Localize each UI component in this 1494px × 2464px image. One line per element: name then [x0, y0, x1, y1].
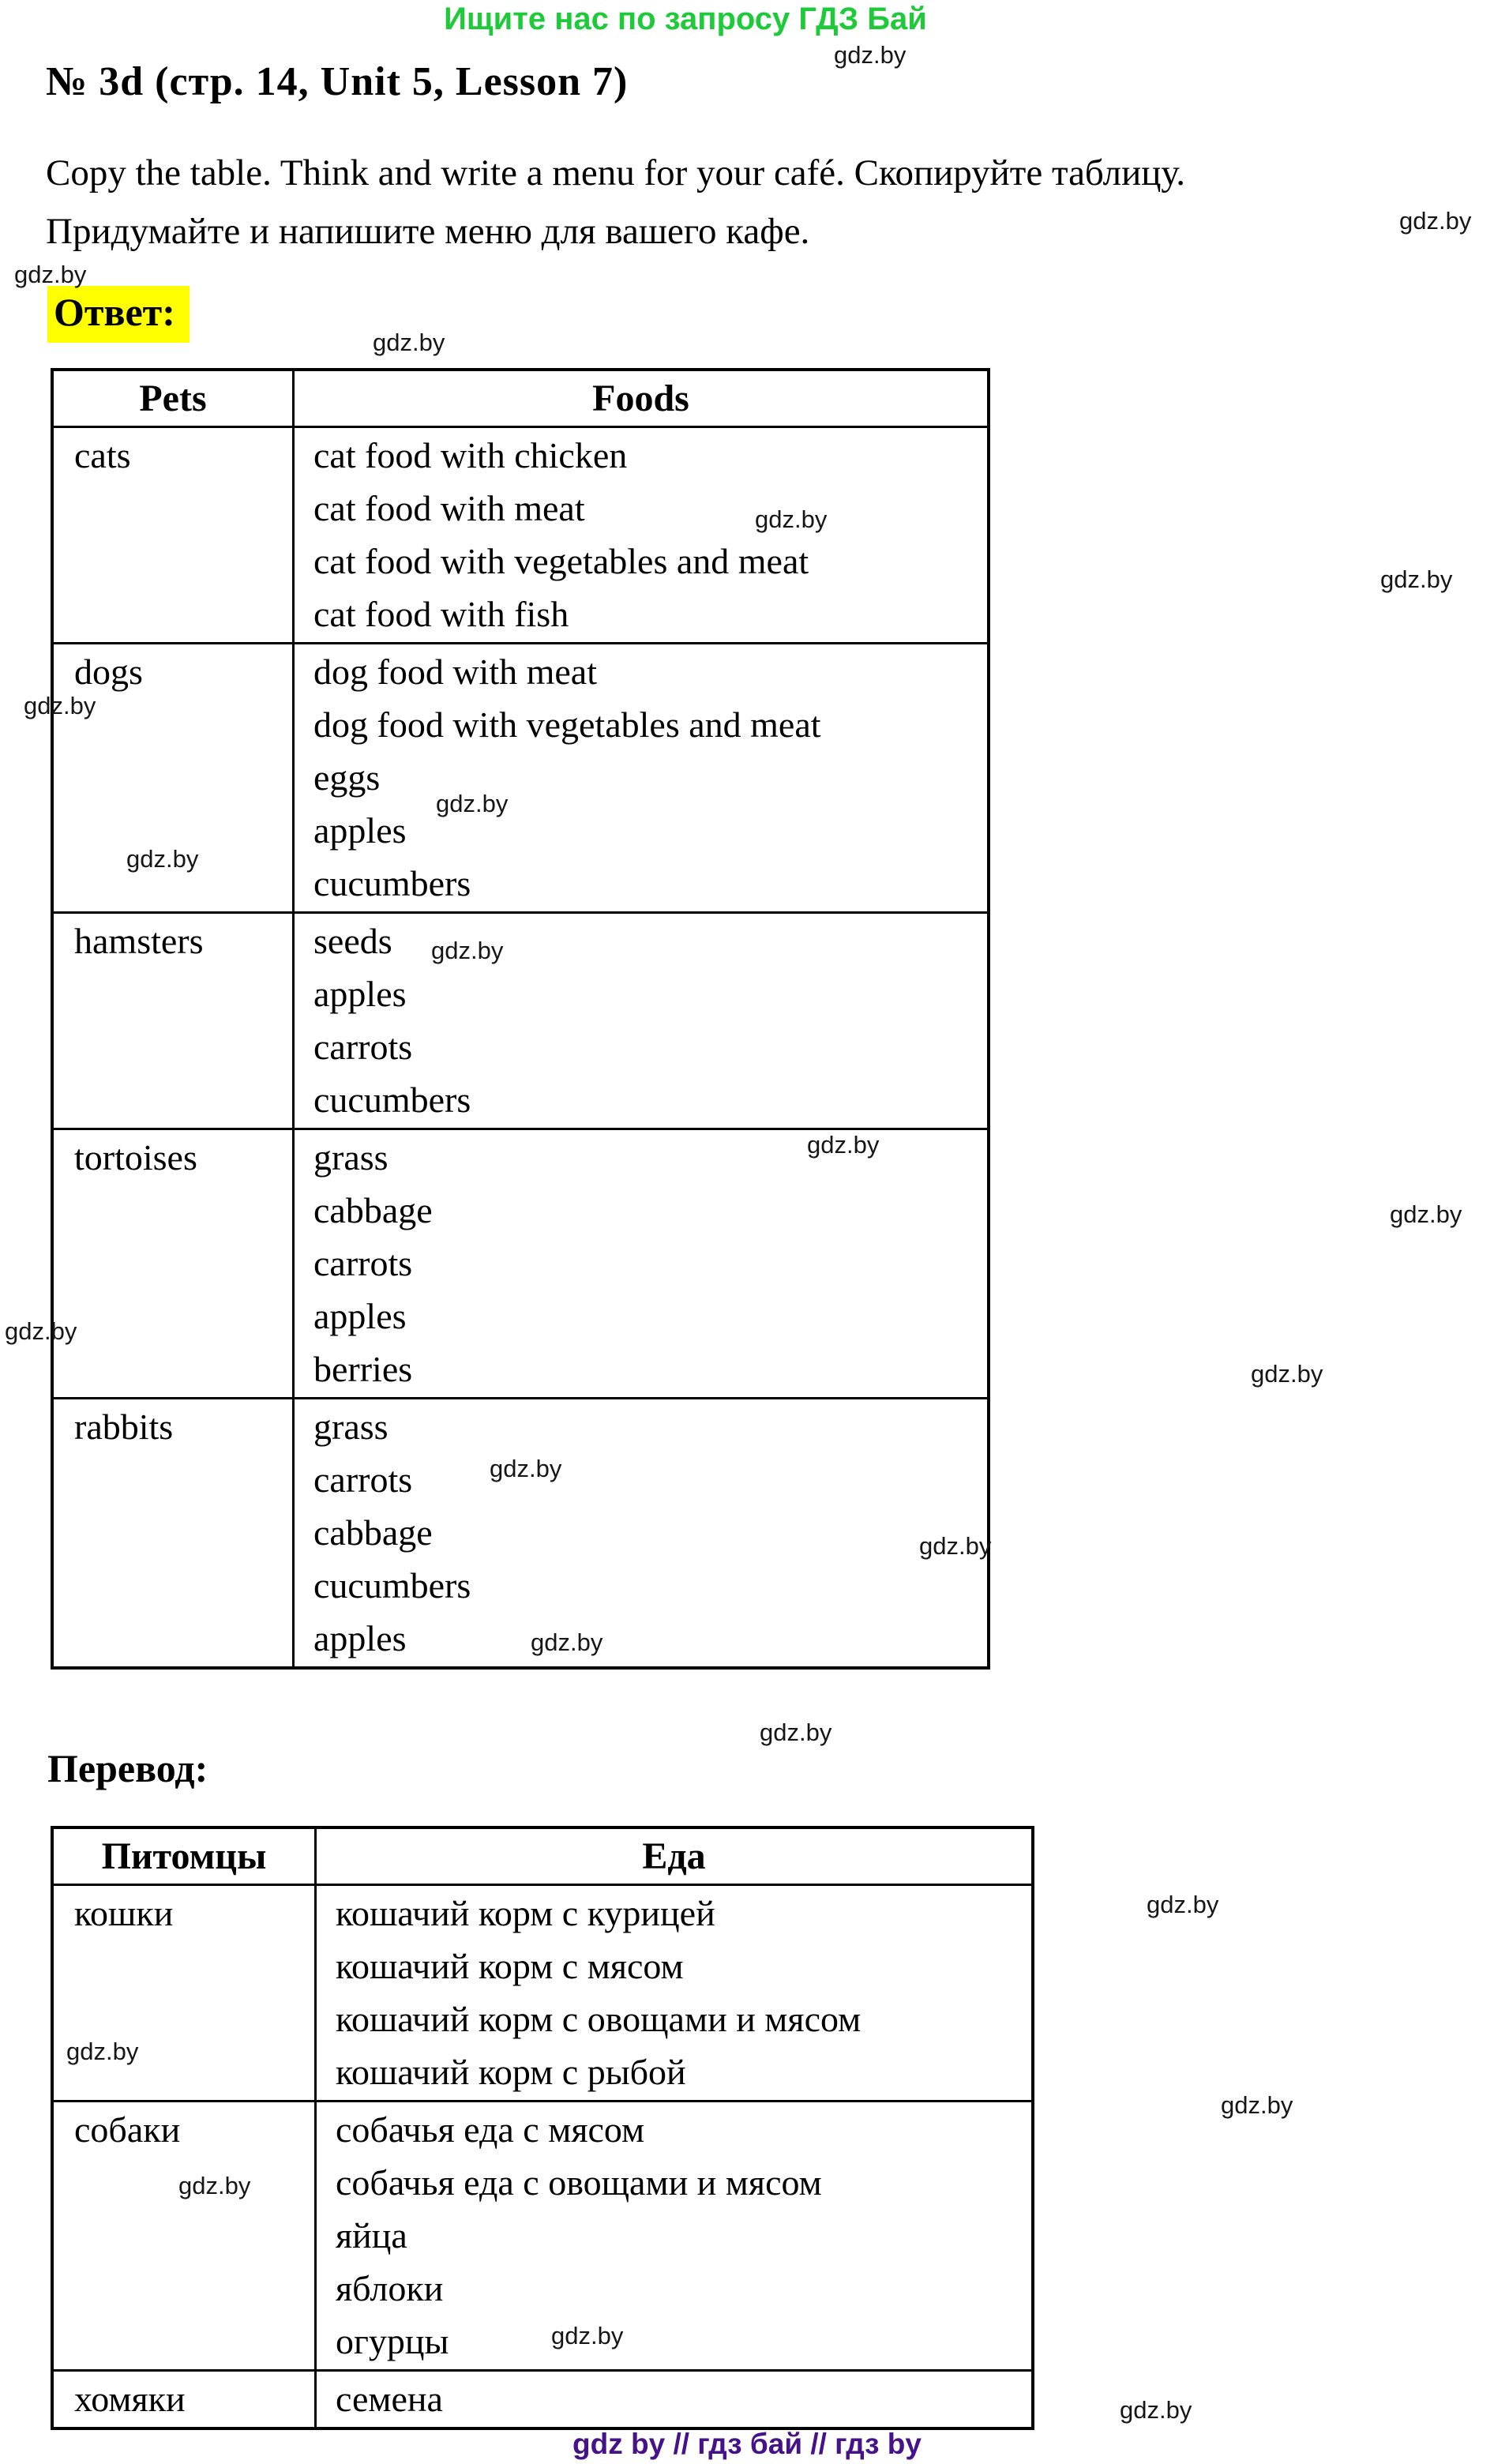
- table-row: [52, 1885, 1033, 2102]
- foods-cell: [294, 913, 989, 1129]
- table-row: [52, 2371, 1033, 2429]
- pet-cell: кошки: [52, 1885, 316, 2102]
- foods-cell: [294, 644, 989, 913]
- pet-cell: rabbits: [52, 1399, 294, 1669]
- food-line: cucumbers: [313, 1565, 471, 1606]
- column-header: Питомцы: [52, 1827, 316, 1885]
- food-line: кошачий корм с овощами и мясом: [336, 1999, 861, 2039]
- foods-cell: [294, 1399, 992, 1669]
- food-line: кошачий корм с курицей: [336, 1893, 715, 1933]
- food-line: яблоки: [336, 2268, 444, 2308]
- exercise-title: № 3d (стр. 14, Unit 5, Lesson 7): [46, 59, 629, 104]
- food-line: apples: [313, 1618, 407, 1658]
- food-line: cucumbers: [313, 863, 471, 903]
- gdzby-watermark: gdz.by: [1147, 1891, 1219, 1918]
- gdzby-watermark: gdz.by: [178, 2172, 251, 2199]
- food-line: grass: [313, 1137, 389, 1178]
- table-row: [52, 2102, 1033, 2371]
- gdzby-watermark: gdz.by: [490, 1455, 562, 1482]
- food-line: dog food with meat: [313, 652, 597, 692]
- food-line: dog food with vegetables and meat: [313, 704, 821, 745]
- translation-table: [51, 1826, 1034, 2430]
- pet-cell: hamsters: [52, 913, 294, 1129]
- pet-cell: dogs: [52, 644, 294, 913]
- gdzby-watermark: gdz.by: [531, 1628, 603, 1656]
- food-line: cabbage: [313, 1190, 433, 1230]
- food-line: cat food with fish: [313, 594, 569, 634]
- food-line: яйца: [336, 2215, 407, 2256]
- gdzby-watermark: gdz.by: [760, 1718, 832, 1746]
- pet-cell: хомяки: [52, 2371, 316, 2429]
- gdzby-watermark: gdz.by: [436, 790, 509, 817]
- table-row: [52, 1399, 989, 1669]
- gdzby-watermark: gdz.by: [126, 845, 199, 873]
- gdzby-watermark: gdz.by: [834, 41, 907, 69]
- foods-cell: [294, 427, 989, 644]
- promo-banner: Ищите нас по запросу ГДЗ Бай: [444, 2, 927, 36]
- gdzby-watermark: gdz.by: [1221, 2091, 1293, 2119]
- food-line: семена: [336, 2379, 443, 2419]
- gdzby-watermark: gdz.by: [14, 261, 87, 288]
- food-line: carrots: [313, 1243, 413, 1283]
- gdzby-watermark: gdz.by: [5, 1317, 77, 1345]
- food-line: cat food with vegetables and meat: [313, 541, 809, 581]
- pet-cell: tortoises: [52, 1129, 294, 1399]
- gdzby-watermark: gdz.by: [1251, 1360, 1323, 1388]
- task-line-1: Copy the table. Think and write a menu for your café. Скопируйте таблицу.: [46, 152, 1185, 193]
- foods-cell: [316, 2102, 1034, 2371]
- food-line: seeds: [313, 921, 392, 961]
- foods-cell: [316, 1885, 1034, 2102]
- column-header: Foods: [294, 370, 989, 427]
- footer-text: gdz by // гдз бай // гдз by: [572, 2428, 922, 2460]
- food-line: cat food with meat: [313, 488, 585, 528]
- gdzby-watermark: gdz.by: [373, 329, 445, 356]
- column-header: Еда: [316, 1827, 1034, 1885]
- gdzby-watermark: gdz.by: [1390, 1200, 1462, 1228]
- gdzby-watermark: gdz.by: [1399, 207, 1472, 235]
- gdzby-watermark: gdz.by: [431, 937, 504, 964]
- answer-label: Ответ:: [47, 286, 190, 343]
- food-line: собачья еда с мясом: [336, 2109, 645, 2150]
- task-text: [46, 144, 1486, 261]
- gdzby-watermark: gdz.by: [66, 2038, 139, 2065]
- pet-cell: cats: [52, 427, 294, 644]
- food-line: cabbage: [313, 1512, 433, 1553]
- pet-cell: собаки: [52, 2102, 316, 2371]
- food-line: carrots: [313, 1459, 413, 1500]
- food-line: огурцы: [336, 2321, 449, 2361]
- gdzby-watermark: gdz.by: [807, 1131, 880, 1159]
- foods-cell: [316, 2371, 1034, 2429]
- food-line: berries: [313, 1349, 413, 1389]
- gdzby-watermark: gdz.by: [919, 1532, 992, 1560]
- food-line: eggs: [313, 757, 381, 798]
- food-line: собачья еда с овощами и мясом: [336, 2162, 822, 2203]
- table-row: [52, 913, 989, 1129]
- table-row: [52, 1129, 989, 1399]
- food-line: кошачий корм с мясом: [336, 1946, 684, 1986]
- translation-label: Перевод:: [47, 1746, 208, 1790]
- food-line: cat food with chicken: [313, 435, 628, 475]
- food-line: apples: [313, 810, 407, 851]
- gdzby-watermark: gdz.by: [755, 505, 828, 533]
- food-line: кошачий корм с рыбой: [336, 2052, 686, 2092]
- food-line: grass: [313, 1407, 389, 1447]
- gdzby-watermark: gdz.by: [24, 692, 96, 719]
- task-line-2: Придумайте и напишите меню для вашего кафе.: [46, 211, 810, 252]
- food-line: apples: [313, 974, 407, 1014]
- column-header: Pets: [52, 370, 294, 427]
- gdzby-watermark: gdz.by: [1120, 2396, 1192, 2424]
- food-line: apples: [313, 1296, 407, 1336]
- table-row: [52, 427, 989, 644]
- gdzby-watermark: gdz.by: [1380, 565, 1453, 593]
- food-line: cucumbers: [313, 1080, 471, 1120]
- gdzby-watermark: gdz.by: [551, 2322, 624, 2349]
- food-line: carrots: [313, 1027, 413, 1067]
- foods-cell: [294, 1129, 989, 1399]
